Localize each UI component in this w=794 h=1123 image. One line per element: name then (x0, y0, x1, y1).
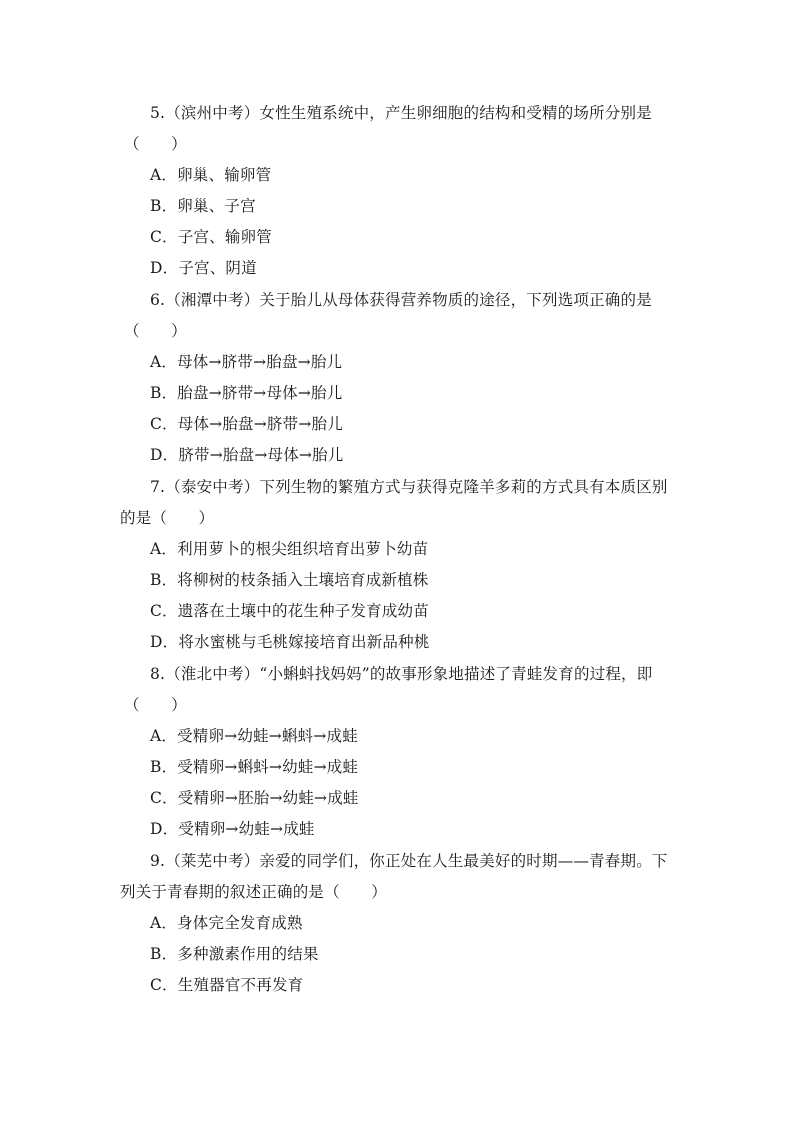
question-5-option-d: D．子宫、阴道 (150, 259, 257, 277)
question-8-answer-blank: （ ） (124, 696, 187, 714)
question-5-answer-blank: （ ） (124, 135, 187, 153)
question-9-stem-continued: 列关于青春期的叙述正确的是（ ） (120, 883, 387, 901)
question-7-option-b: B．将柳树的枝条插入土壤培育成新植株 (150, 571, 429, 589)
question-8-option-d: D．受精卵→幼蛙→成蛙 (150, 820, 315, 838)
question-6-option-c: C．母体→胎盘→脐带→胎儿 (150, 415, 343, 433)
question-8-option-b: B．受精卵→蝌蚪→幼蛙→成蛙 (150, 758, 359, 776)
question-5-stem: 5.（滨州中考）女性生殖系统中，产生卵细胞的结构和受精的场所分别是 (150, 104, 652, 122)
question-8-stem: 8.（淮北中考）“小蝌蚪找妈妈”的故事形象地描述了青蛙发育的过程，即 (150, 665, 653, 683)
question-6-stem: 6.（湘潭中考）关于胎儿从母体获得营养物质的途径，下列选项正确的是 (150, 291, 652, 309)
question-6-option-d: D．脐带→胎盘→母体→胎儿 (150, 446, 344, 464)
question-8-option-c: C．受精卵→胚胎→幼蛙→成蛙 (150, 789, 359, 807)
question-9-option-c: C．生殖器官不再发育 (150, 976, 304, 994)
question-9-stem: 9.（莱芜中考）亲爱的同学们，你正处在人生最美好的时期——青春期。下 (150, 852, 668, 870)
question-9-option-b: B．多种激素作用的结果 (150, 945, 319, 963)
question-6-answer-blank: （ ） (124, 322, 187, 340)
question-5-option-b: B．卵巢、子宫 (150, 197, 256, 215)
question-5-option-c: C．子宫、输卵管 (150, 228, 272, 246)
question-7-stem-continued: 的是（ ） (120, 509, 215, 527)
question-7-option-a: A．利用萝卜的根尖组织培育出萝卜幼苗 (150, 540, 429, 558)
question-7-option-d: D．将水蜜桃与毛桃嫁接培育出新品种桃 (150, 633, 430, 651)
question-6-option-a: A．母体→脐带→胎盘→胎儿 (150, 353, 343, 371)
question-9-option-a: A．身体完全发育成熟 (150, 914, 303, 932)
question-6-option-b: B．胎盘→脐带→母体→胎儿 (150, 384, 343, 402)
question-5-option-a: A．卵巢、输卵管 (150, 166, 272, 184)
question-7-stem: 7.（泰安中考）下列生物的繁殖方式与获得克隆羊多莉的方式具有本质区别 (150, 478, 668, 496)
question-7-option-c: C．遗落在土壤中的花生种子发育成幼苗 (150, 602, 429, 620)
question-8-option-a: A．受精卵→幼蛙→蝌蚪→成蛙 (150, 727, 358, 745)
